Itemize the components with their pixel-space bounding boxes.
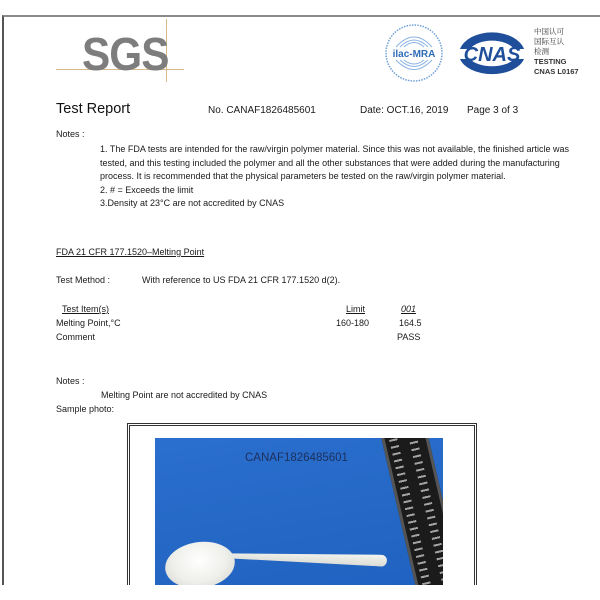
spoon-bowl-image: [162, 537, 238, 585]
note-item: 1. The FDA tests are intended for the raw/virgin polymer material. Since this was not available, the finished article was tested, and this testing included the polymer and all the other substances that were added during the manufacturing process. It is recommended that the physical parameters be tested on the raw/virgin polymer material.: [100, 144, 570, 181]
svg-text:ilac-MRA: ilac-MRA: [392, 49, 436, 60]
sample-photo: [155, 438, 443, 585]
svg-text:CNAS: CNAS: [463, 44, 521, 66]
note-item: 2. # = Exceeds the limit: [100, 184, 194, 195]
cnas-accreditation-block: [534, 27, 579, 77]
table-cell-item: Comment: [56, 332, 96, 342]
note-item: 3.Density at 23°C are not accredited by CNAS: [100, 198, 285, 208]
notes-label-2: Notes :: [56, 376, 85, 386]
table-cell-value: 164.5: [399, 318, 422, 328]
test-method-label: Test Method :: [56, 275, 111, 285]
cnas-logo-icon: [456, 27, 528, 79]
sgs-logo: [56, 17, 186, 87]
cnas-code: CNAS L0167: [534, 67, 579, 76]
section-title: FDA 21 CFR 177.1520–Melting Point: [56, 247, 205, 257]
table-header-test-item: Test Item(s): [62, 304, 110, 314]
ruler-image: [379, 438, 443, 585]
cnas-cn-line-2: 国际互认: [534, 37, 564, 46]
cnas-cn-line-1: 中国认可: [534, 27, 564, 36]
table-header-sample-001: 001: [401, 304, 417, 314]
photo-sample-id: CANAF1826485601: [245, 452, 348, 464]
cnas-testing-label: TESTING: [534, 57, 567, 66]
report-title: Test Report: [56, 101, 131, 117]
page-indicator: Page 3 of 3: [467, 105, 519, 116]
table-cell-item: Melting Point,°C: [56, 318, 121, 328]
table-cell-limit: 160-180: [336, 318, 370, 328]
spoon-handle-image: [227, 549, 387, 567]
report-number: No. CANAF1826485601: [208, 105, 316, 116]
sample-photo-label: Sample photo:: [56, 404, 115, 414]
notes-list: [100, 143, 570, 211]
table-cell-result: PASS: [397, 332, 421, 342]
accreditation-note: Melting Point are not accredited by CNAS: [101, 390, 268, 400]
table-header-limit: Limit: [346, 304, 366, 314]
sgs-logo-text: SGS: [82, 28, 169, 80]
sample-photo-frame: [127, 423, 477, 585]
notes-label: Notes :: [56, 129, 85, 139]
ilac-mra-logo-icon: [384, 23, 444, 83]
test-method-value: With reference to US FDA 21 CFR 177.1520 d(2).: [142, 275, 341, 285]
report-date: Date: OCT.16, 2019: [360, 105, 449, 116]
report-page: [2, 15, 600, 585]
cnas-cn-line-3: 检测: [534, 47, 549, 56]
